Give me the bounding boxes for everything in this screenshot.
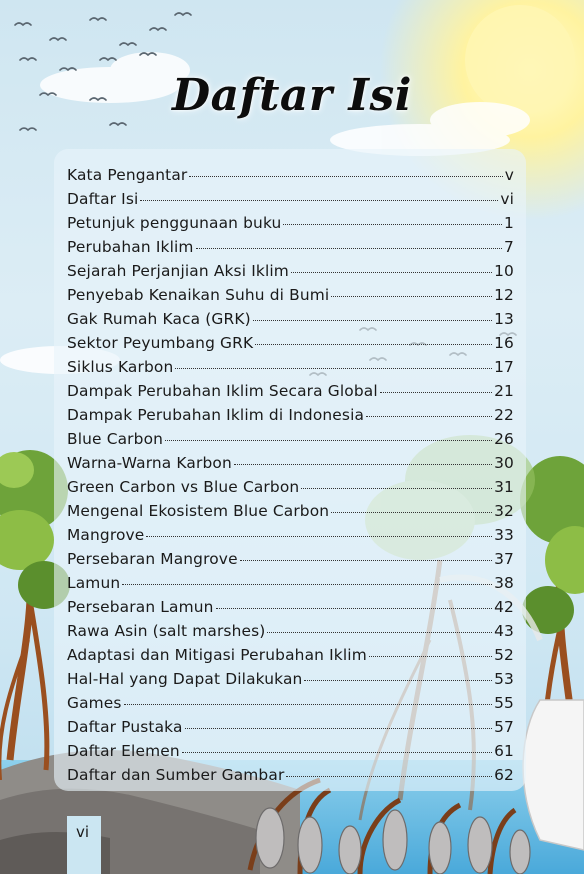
dot-leader — [234, 464, 492, 465]
toc-entry-page: 21 — [494, 382, 514, 400]
dot-leader — [182, 752, 492, 753]
toc-entry[interactable] — [67, 526, 514, 550]
dot-leader — [216, 608, 493, 609]
toc-entry-title: Siklus Karbon — [67, 358, 174, 376]
toc-entry[interactable] — [67, 406, 514, 430]
toc-entry[interactable] — [67, 190, 514, 214]
toc-entry[interactable] — [67, 358, 514, 382]
toc-entry[interactable] — [67, 430, 514, 454]
toc-entry[interactable] — [67, 574, 514, 598]
toc-entry[interactable] — [67, 166, 514, 190]
toc-entry-title: Sektor Peyumbang GRK — [67, 334, 254, 352]
toc-entry[interactable] — [67, 382, 514, 406]
toc-entry-page: 37 — [494, 550, 514, 568]
toc-entry[interactable] — [67, 670, 514, 694]
toc-entry-title: Rawa Asin (salt marshes) — [67, 622, 266, 640]
toc-entry[interactable] — [67, 718, 514, 742]
toc-entry-page: 43 — [494, 622, 514, 640]
toc-entry[interactable] — [67, 550, 514, 574]
toc-entry-title: Green Carbon vs Blue Carbon — [67, 478, 300, 496]
toc-entry-page: 53 — [494, 670, 514, 688]
toc-entry-page: 31 — [494, 478, 514, 496]
toc-entry-title: Daftar Elemen — [67, 742, 180, 760]
toc-entry-page: 33 — [494, 526, 514, 544]
toc-entry-title: Daftar Isi — [67, 190, 139, 208]
toc-entry-title: Blue Carbon — [67, 430, 164, 448]
dot-leader — [146, 536, 492, 537]
page-title: Daftar Isi — [172, 70, 412, 121]
dot-leader — [196, 248, 502, 249]
toc-entry-title: Daftar Pustaka — [67, 718, 183, 736]
dot-leader — [253, 320, 492, 321]
toc-entry[interactable] — [67, 238, 514, 262]
toc-entry-page: 7 — [504, 238, 514, 256]
toc-entry-title: Petunjuk penggunaan buku — [67, 214, 282, 232]
toc-entry-page: 12 — [494, 286, 514, 304]
toc-entry-title: Dampak Perubahan Iklim di Indonesia — [67, 406, 365, 424]
toc-entry-page: 32 — [494, 502, 514, 520]
toc-entry[interactable] — [67, 598, 514, 622]
toc-entry-title: Dampak Perubahan Iklim Secara Global — [67, 382, 378, 400]
dot-leader — [240, 560, 492, 561]
toc-entry[interactable] — [67, 502, 514, 526]
toc-entry-page: 17 — [494, 358, 514, 376]
toc-entry[interactable] — [67, 310, 514, 334]
dot-leader — [255, 344, 492, 345]
toc-entry-title: Gak Rumah Kaca (GRK) — [67, 310, 251, 328]
dot-leader — [165, 440, 492, 441]
page-number: vi — [76, 823, 90, 841]
dot-leader — [366, 416, 492, 417]
toc-entry[interactable] — [67, 742, 514, 766]
toc-entry-title: Penyebab Kenaikan Suhu di Bumi — [67, 286, 330, 304]
dot-leader — [124, 704, 493, 705]
dot-leader — [122, 584, 492, 585]
toc-entry[interactable] — [67, 334, 514, 358]
toc-entry-title: Warna-Warna Karbon — [67, 454, 232, 472]
toc-entry-page: 62 — [494, 766, 514, 784]
toc-entry-page: 22 — [494, 406, 514, 424]
toc-entry[interactable] — [67, 622, 514, 646]
toc-entry-title: Daftar dan Sumber Gambar — [67, 766, 285, 784]
toc-entry-page: v — [504, 166, 514, 184]
toc-entry-page: 38 — [494, 574, 514, 592]
dot-leader — [304, 680, 492, 681]
table-of-contents — [67, 166, 514, 790]
toc-entry-page: 26 — [494, 430, 514, 448]
toc-entry-title: Lamun — [67, 574, 121, 592]
toc-entry-page: 13 — [494, 310, 514, 328]
toc-entry-page: 16 — [494, 334, 514, 352]
page-number-tab — [67, 816, 101, 874]
dot-leader — [185, 728, 493, 729]
toc-entry-page: 55 — [494, 694, 514, 712]
dot-leader — [380, 392, 492, 393]
toc-entry[interactable] — [67, 478, 514, 502]
toc-entry-title: Kata Pengantar — [67, 166, 188, 184]
dot-leader — [286, 776, 492, 777]
toc-entry[interactable] — [67, 286, 514, 310]
dot-leader — [291, 272, 492, 273]
dot-leader — [369, 656, 492, 657]
toc-entry[interactable] — [67, 646, 514, 670]
toc-entry-page: 57 — [494, 718, 514, 736]
dot-leader — [189, 176, 502, 177]
toc-entry[interactable] — [67, 214, 514, 238]
toc-entry-page: 30 — [494, 454, 514, 472]
dot-leader — [331, 296, 492, 297]
toc-entry-page: 52 — [494, 646, 514, 664]
dot-leader — [175, 368, 492, 369]
toc-entry-page: 1 — [504, 214, 514, 232]
toc-entry-page: 61 — [494, 742, 514, 760]
toc-entry[interactable] — [67, 454, 514, 478]
toc-entry-title: Persebaran Lamun — [67, 598, 214, 616]
toc-entry-title: Adaptasi dan Mitigasi Perubahan Iklim — [67, 646, 367, 664]
toc-entry[interactable] — [67, 694, 514, 718]
toc-entry-title: Perubahan Iklim — [67, 238, 194, 256]
toc-entry-page: vi — [500, 190, 514, 208]
toc-entry-title: Persebaran Mangrove — [67, 550, 238, 568]
dot-leader — [267, 632, 492, 633]
toc-entry-title: Mengenal Ekosistem Blue Carbon — [67, 502, 330, 520]
toc-entry-title: Mangrove — [67, 526, 145, 544]
toc-entry-title: Hal-Hal yang Dapat Dilakukan — [67, 670, 303, 688]
toc-entry-title: Games — [67, 694, 122, 712]
toc-entry-title: Sejarah Perjanjian Aksi Iklim — [67, 262, 289, 280]
dot-leader — [283, 224, 502, 225]
dot-leader — [140, 200, 498, 201]
toc-entry-page: 10 — [494, 262, 514, 280]
toc-entry-page: 42 — [494, 598, 514, 616]
toc-entry[interactable] — [67, 262, 514, 286]
toc-entry[interactable] — [67, 766, 514, 790]
dot-leader — [331, 512, 492, 513]
dot-leader — [301, 488, 492, 489]
